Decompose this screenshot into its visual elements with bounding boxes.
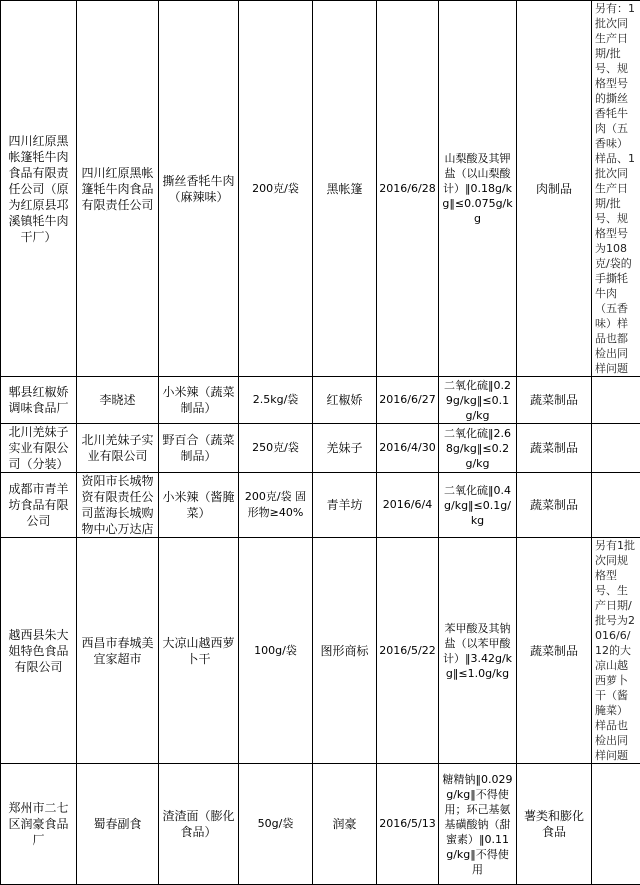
spec-cell: 200克/袋 固形物≥40% [239, 473, 313, 538]
brand-cell: 青羊坊 [313, 473, 377, 538]
seller-cell: 资阳市长城物资有限责任公司蓝海长城购物中心万达店 [77, 473, 159, 538]
producer-cell: 四川红原黑帐篷牦牛肉食品有限责任公司（原为红原县邛溪镇牦牛肉干厂） [1, 1, 77, 377]
brand-cell: 黑帐篷 [313, 1, 377, 377]
issue-cell: 二氧化硫‖0.4g/kg‖≤0.1g/kg [439, 473, 517, 538]
note-cell: 另有：1批次同生产日期/批号、规格型号的撕丝香牦牛肉（五香味）样品、1批次同生产日期/批号、规格型号为108克/袋的手撕牦牛肉（五香味）样品也都检出同样问题 [592, 1, 640, 377]
note-cell [592, 473, 640, 538]
brand-cell: 羌妹子 [313, 424, 377, 473]
date-cell: 2016/6/28 [377, 1, 439, 377]
spec-cell: 200克/袋 [239, 1, 313, 377]
note-cell [592, 424, 640, 473]
table-row [1, 473, 640, 538]
table-row [1, 538, 640, 764]
producer-cell: 越西县朱大姐特色食品有限公司 [1, 538, 77, 764]
producer-cell: 北川羌妹子实业有限公司（分装） [1, 424, 77, 473]
table-body [1, 1, 640, 885]
product-cell: 渣渣面（膨化食品） [159, 764, 239, 885]
seller-cell: 李晓述 [77, 377, 159, 424]
issue-cell: 山梨酸及其钾盐（以山梨酸计）‖0.18g/kg‖≤0.075g/kg [439, 1, 517, 377]
producer-cell: 郑州市二七区润豪食品厂 [1, 764, 77, 885]
category-cell: 薯类和膨化食品 [517, 764, 592, 885]
spec-cell: 50g/袋 [239, 764, 313, 885]
spec-cell: 2.5kg/袋 [239, 377, 313, 424]
brand-cell: 红椒娇 [313, 377, 377, 424]
table-row [1, 377, 640, 424]
seller-cell: 西昌市春城美宜家超市 [77, 538, 159, 764]
date-cell: 2016/5/13 [377, 764, 439, 885]
category-cell: 肉制品 [517, 1, 592, 377]
issue-cell: 苯甲酸及其钠盐（以苯甲酸计）‖3.42g/kg‖≤1.0g/kg [439, 538, 517, 764]
date-cell: 2016/5/22 [377, 538, 439, 764]
table-row [1, 764, 640, 885]
note-cell [592, 377, 640, 424]
date-cell: 2016/6/4 [377, 473, 439, 538]
issue-cell: 二氧化硫‖2.68g/kg‖≤0.2g/kg [439, 424, 517, 473]
issue-cell: 糖精钠‖0.029g/kg‖不得使用；环己基氨基磺酸钠（甜蜜素）‖0.11g/kg‖不得使用 [439, 764, 517, 885]
spec-cell: 250克/袋 [239, 424, 313, 473]
date-cell: 2016/4/30 [377, 424, 439, 473]
product-cell: 小米辣（蔬菜制品） [159, 377, 239, 424]
category-cell: 蔬菜制品 [517, 377, 592, 424]
product-cell: 大凉山越西萝卜干 [159, 538, 239, 764]
note-cell [592, 764, 640, 885]
seller-cell: 四川红原黑帐篷牦牛肉食品有限责任公司 [77, 1, 159, 377]
note-cell: 另有1批次同规格型号、生产日期/批号为2016/6/12的大凉山越西萝卜干（酱腌菜）样品也检出同样问题 [592, 538, 640, 764]
producer-cell: 郫县红椒娇调味食品厂 [1, 377, 77, 424]
seller-cell: 北川羌妹子实业有限公司 [77, 424, 159, 473]
seller-cell: 蜀春副食 [77, 764, 159, 885]
date-cell: 2016/6/27 [377, 377, 439, 424]
category-cell: 蔬菜制品 [517, 538, 592, 764]
issue-cell: 二氧化硫‖0.29g/kg‖≤0.1g/kg [439, 377, 517, 424]
table-row [1, 424, 640, 473]
brand-cell: 图形商标 [313, 538, 377, 764]
product-cell: 撕丝香牦牛肉（麻辣味） [159, 1, 239, 377]
producer-cell: 成都市青羊坊食品有限公司 [1, 473, 77, 538]
category-cell: 蔬菜制品 [517, 473, 592, 538]
product-cell: 小米辣（酱腌菜） [159, 473, 239, 538]
spec-cell: 100g/袋 [239, 538, 313, 764]
brand-cell: 润豪 [313, 764, 377, 885]
table-row [1, 1, 640, 377]
product-cell: 野百合（蔬菜制品） [159, 424, 239, 473]
category-cell: 蔬菜制品 [517, 424, 592, 473]
